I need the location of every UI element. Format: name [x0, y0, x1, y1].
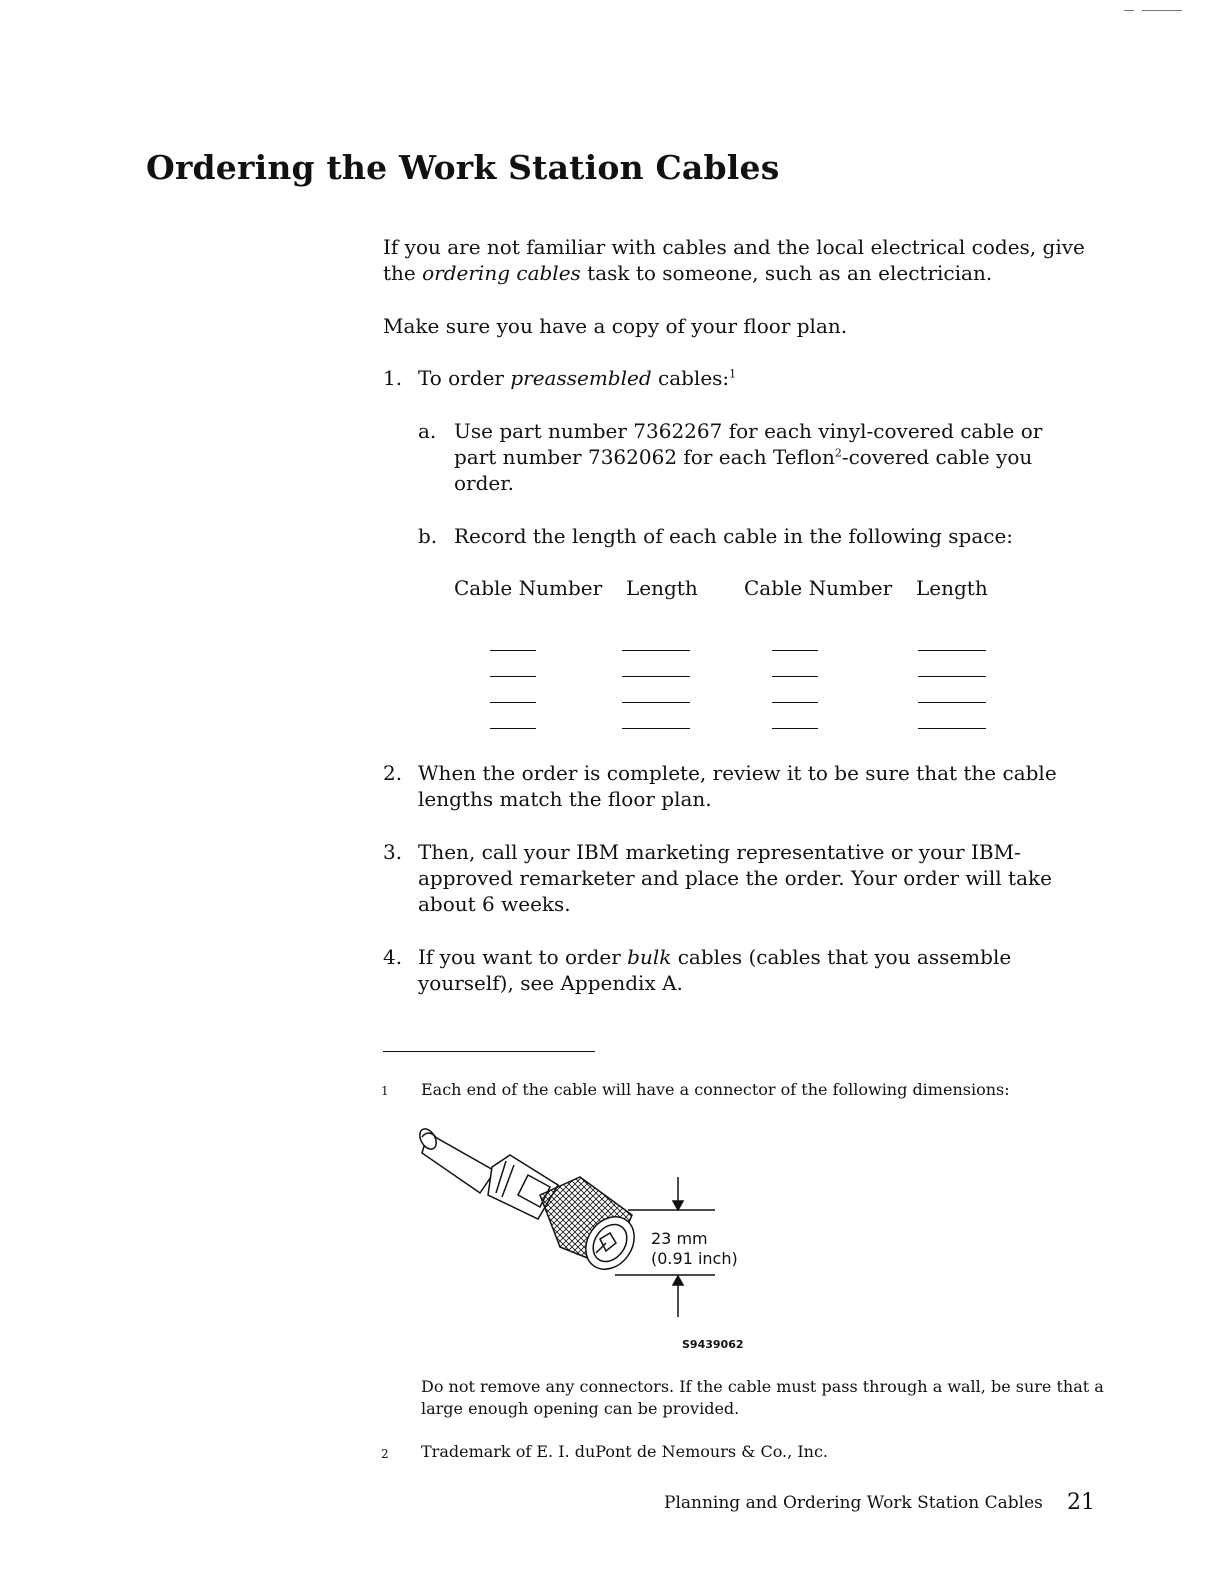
- blank-line: [490, 676, 536, 677]
- step-3-number: 3.: [383, 840, 403, 864]
- page-number: 21: [1067, 1490, 1095, 1515]
- blank-line: [772, 728, 818, 729]
- step-1-number: 1.: [383, 366, 403, 390]
- blank-line: [622, 728, 690, 729]
- step-1-text: [418, 365, 1098, 391]
- step-4-before: If you want to order: [418, 945, 628, 969]
- step-1b-text: Record the length of each cable in the following space:: [454, 524, 1014, 548]
- blank-line: [490, 728, 536, 729]
- footnote-ref-2: 2: [834, 446, 842, 460]
- dimension-mm: 23 mm: [651, 1229, 708, 1248]
- running-footer-title: Planning and Ordering Work Station Cables: [664, 1493, 1043, 1513]
- step-4-emphasis: bulk: [627, 945, 672, 969]
- blank-line: [918, 702, 986, 703]
- step-1a-before: Use part number 7362267 for each vinyl-covered cable or part number 7362062 for each Teflon: [454, 419, 1043, 469]
- table-header-cable-number-1: Cable Number: [454, 576, 603, 600]
- footnote-divider: [383, 1051, 595, 1052]
- blank-line: [622, 650, 690, 651]
- step-1-before: To order: [418, 366, 511, 390]
- table-header-length-1: Length: [626, 576, 698, 600]
- step-1a-after: -covered cable you order.: [454, 445, 1033, 495]
- footnote-1-mark: 1: [381, 1084, 389, 1098]
- step-4-number: 4.: [383, 945, 403, 969]
- blank-line: [622, 702, 690, 703]
- footnote-2-text: Trademark of E. I. duPont de Nemours & Co., Inc.: [421, 1442, 828, 1461]
- page-title: Ordering the Work Station Cables: [146, 148, 780, 187]
- dimension-inch: (0.91 inch): [651, 1249, 738, 1268]
- blank-line: [490, 702, 536, 703]
- step-2-text: When the order is complete, review it to be sure that the cable lengths match the floor plan.: [418, 761, 1057, 811]
- blank-line: [772, 650, 818, 651]
- step-4-text: [418, 944, 1098, 996]
- step-1b-letter: b.: [418, 524, 438, 548]
- blank-line: [772, 676, 818, 677]
- blank-line: [490, 650, 536, 651]
- blank-line: [772, 702, 818, 703]
- blank-line: [918, 650, 986, 651]
- intro-text-2: task to someone, such as an electrician.: [580, 261, 993, 285]
- footnote-1-text: Each end of the cable will have a connector of the following dimensions:: [421, 1080, 1010, 1099]
- step-3-text: Then, call your IBM marketing representative or your IBM-approved remarketer and place the order. Your order will take about 6 weeks.: [418, 840, 1052, 916]
- corner-crop-marks: [1124, 10, 1184, 12]
- footnote-2-mark: 2: [381, 1447, 389, 1461]
- intro-paragraph: [383, 234, 1103, 286]
- step-1a-text: [454, 418, 1074, 496]
- table-header-cable-number-2: Cable Number: [744, 576, 893, 600]
- connector-drawing: [416, 1126, 644, 1279]
- step-1-emphasis: preassembled: [510, 366, 652, 390]
- intro-emphasis: ordering cables: [422, 261, 581, 285]
- step-1a-letter: a.: [418, 419, 437, 443]
- blank-line: [918, 676, 986, 677]
- step-1-after: cables:: [651, 366, 730, 390]
- table-header-length-2: Length: [916, 576, 988, 600]
- floor-plan-note: Make sure you have a copy of your floor plan.: [383, 314, 848, 338]
- footnote-1-note: Do not remove any connectors. If the cable must pass through a wall, be sure that a large enough opening can be provided.: [421, 1377, 1104, 1418]
- step-4-after: cables (cables that you assemble yourself), see Appendix A.: [418, 945, 1012, 995]
- blank-line: [918, 728, 986, 729]
- blank-line: [622, 676, 690, 677]
- figure-id: S9439062: [682, 1338, 744, 1351]
- footnote-ref-1: 1: [729, 367, 737, 381]
- step-2-number: 2.: [383, 761, 403, 785]
- intro-text-1: If you are not familiar with cables and the local electrical codes, give the: [383, 235, 1085, 285]
